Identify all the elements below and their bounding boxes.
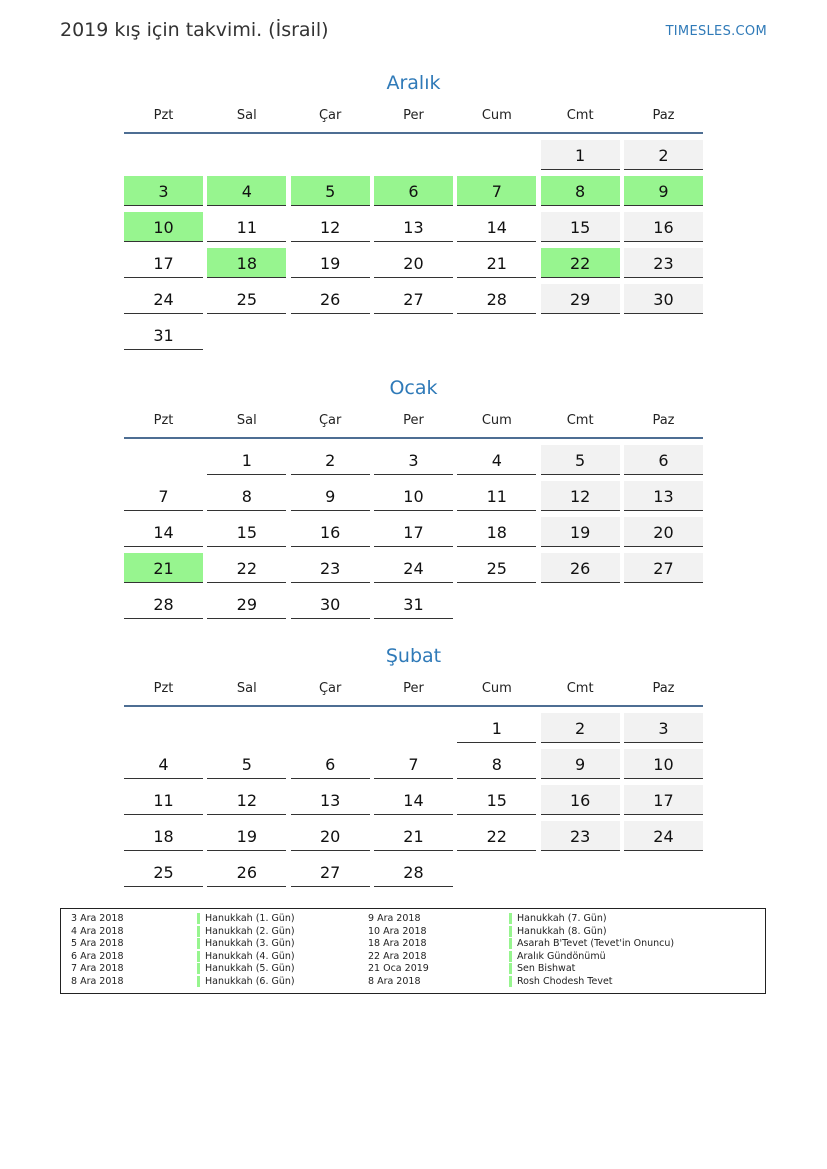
day-cell: 19 [291, 248, 370, 278]
day-cell: 8 [457, 749, 536, 779]
weekday-label: Paz [652, 413, 675, 428]
day-cell: 26 [541, 553, 620, 583]
day-cell: 4 [457, 445, 536, 475]
day-cell: 12 [207, 785, 286, 815]
empty-cell [457, 140, 536, 170]
day-cell: 23 [624, 248, 703, 278]
legend-date: 5 Ara 2018 [71, 938, 124, 950]
holiday-day-cell: 4 [207, 176, 286, 206]
legend-date: 4 Ara 2018 [71, 925, 124, 937]
empty-cell [291, 713, 370, 743]
legend-date: 8 Ara 2018 [71, 975, 124, 987]
day-cell: 23 [541, 821, 620, 851]
holiday-day-cell: 22 [541, 248, 620, 278]
day-cell: 17 [374, 517, 453, 547]
day-cell: 25 [207, 284, 286, 314]
weekday-label: Cmt [566, 413, 594, 428]
empty-cell [124, 445, 203, 475]
day-grid [124, 713, 703, 887]
day-cell: 10 [624, 749, 703, 779]
holiday-day-cell: 7 [457, 176, 536, 206]
empty-cell [124, 713, 203, 743]
day-cell: 3 [624, 713, 703, 743]
month-calendar [124, 373, 703, 619]
day-cell: 28 [374, 857, 453, 887]
day-cell: 11 [207, 212, 286, 242]
day-cell: 20 [374, 248, 453, 278]
day-cell: 4 [124, 749, 203, 779]
day-cell: 8 [207, 481, 286, 511]
day-cell: 11 [457, 481, 536, 511]
weekday-label: Çar [318, 681, 342, 696]
day-cell: 9 [291, 481, 370, 511]
legend-date: 6 Ara 2018 [71, 950, 124, 962]
holiday-day-cell: 5 [291, 176, 370, 206]
day-cell: 2 [291, 445, 370, 475]
weekday-label: Çar [318, 413, 342, 428]
legend-date: 18 Ara 2018 [368, 938, 427, 950]
holiday-day-cell: 9 [624, 176, 703, 206]
day-cell: 11 [124, 785, 203, 815]
day-cell: 20 [624, 517, 703, 547]
day-cell: 9 [541, 749, 620, 779]
weekday-label: Pzt [153, 108, 174, 123]
holiday-day-cell: 18 [207, 248, 286, 278]
weekday-label: Cmt [566, 108, 594, 123]
legend-holiday-name: Asarah B'Tevet (Tevet'in Onuncu) [509, 938, 674, 949]
empty-cell [374, 140, 453, 170]
day-cell: 24 [624, 821, 703, 851]
day-cell: 5 [541, 445, 620, 475]
holiday-day-cell: 21 [124, 553, 203, 583]
day-cell: 6 [624, 445, 703, 475]
holiday-day-cell: 6 [374, 176, 453, 206]
day-grid [124, 140, 703, 350]
day-grid [124, 445, 703, 619]
day-cell: 7 [124, 481, 203, 511]
empty-cell [124, 140, 203, 170]
legend-holiday-name: Hanukkah (6. Gün) [197, 976, 295, 987]
holiday-legend [60, 908, 766, 994]
day-cell: 22 [207, 553, 286, 583]
legend-holiday-name: Sen Bishwat [509, 963, 575, 974]
day-cell: 15 [207, 517, 286, 547]
day-cell: 31 [124, 320, 203, 350]
day-cell: 21 [457, 248, 536, 278]
weekday-label: Sal [236, 108, 257, 123]
weekday-label: Cum [481, 681, 512, 696]
holiday-day-cell: 10 [124, 212, 203, 242]
day-cell: 21 [374, 821, 453, 851]
weekday-label: Pzt [153, 681, 174, 696]
day-cell: 20 [291, 821, 370, 851]
day-cell: 24 [374, 553, 453, 583]
legend-holiday-name: Hanukkah (8. Gün) [509, 926, 607, 937]
weekday-header [124, 409, 703, 439]
day-cell: 13 [291, 785, 370, 815]
day-cell: 17 [124, 248, 203, 278]
day-cell: 12 [291, 212, 370, 242]
day-cell: 16 [291, 517, 370, 547]
weekday-label: Sal [236, 413, 257, 428]
day-cell: 28 [457, 284, 536, 314]
day-cell: 10 [374, 481, 453, 511]
day-cell: 25 [457, 553, 536, 583]
day-cell: 2 [541, 713, 620, 743]
day-cell: 17 [624, 785, 703, 815]
month-calendar [124, 641, 703, 887]
month-title: Şubat [385, 645, 442, 667]
day-cell: 15 [457, 785, 536, 815]
day-cell: 22 [457, 821, 536, 851]
weekday-label: Cum [481, 413, 512, 428]
legend-date: 10 Ara 2018 [368, 925, 427, 937]
day-cell: 14 [457, 212, 536, 242]
day-cell: 7 [374, 749, 453, 779]
legend-holiday-name: Hanukkah (3. Gün) [197, 938, 295, 949]
legend-right-names [509, 913, 674, 989]
month-title: Ocak [389, 377, 438, 399]
weekday-header [124, 677, 703, 707]
month-calendar [124, 68, 703, 350]
day-cell: 18 [457, 517, 536, 547]
day-cell: 13 [624, 481, 703, 511]
day-cell: 16 [624, 212, 703, 242]
legend-holiday-name: Hanukkah (4. Gün) [197, 951, 295, 962]
day-cell: 18 [124, 821, 203, 851]
day-cell: 27 [374, 284, 453, 314]
legend-left-names [197, 913, 295, 989]
empty-cell [207, 140, 286, 170]
day-cell: 26 [291, 284, 370, 314]
legend-holiday-name: Hanukkah (5. Gün) [197, 963, 295, 974]
legend-date: 3 Ara 2018 [71, 913, 124, 924]
weekday-label: Pzt [153, 413, 174, 428]
day-cell: 19 [207, 821, 286, 851]
day-cell: 23 [291, 553, 370, 583]
day-cell: 13 [374, 212, 453, 242]
legend-date: 7 Ara 2018 [71, 963, 124, 975]
day-cell: 27 [291, 857, 370, 887]
day-cell: 12 [541, 481, 620, 511]
day-cell: 28 [124, 589, 203, 619]
weekday-label: Per [403, 108, 424, 123]
day-cell: 1 [457, 713, 536, 743]
day-cell: 6 [291, 749, 370, 779]
day-cell: 3 [374, 445, 453, 475]
legend-holiday-name: Hanukkah (7. Gün) [509, 913, 607, 924]
legend-left-dates [71, 913, 124, 989]
legend-holiday-name: Aralık Gündönümü [509, 951, 606, 962]
day-cell: 29 [207, 589, 286, 619]
day-cell: 27 [624, 553, 703, 583]
weekday-label: Paz [652, 681, 675, 696]
day-cell: 24 [124, 284, 203, 314]
day-cell: 2 [624, 140, 703, 170]
weekday-label: Paz [652, 108, 675, 123]
weekday-label: Cmt [566, 681, 594, 696]
day-cell: 29 [541, 284, 620, 314]
empty-cell [207, 713, 286, 743]
day-cell: 31 [374, 589, 453, 619]
legend-right-dates [368, 913, 429, 989]
legend-holiday-name: Rosh Chodesh Tevet [509, 976, 613, 987]
weekday-header [124, 104, 703, 134]
legend-date: 8 Ara 2018 [368, 975, 421, 987]
day-cell: 14 [124, 517, 203, 547]
month-title: Aralık [386, 72, 441, 94]
day-cell: 16 [541, 785, 620, 815]
day-cell: 30 [291, 589, 370, 619]
day-cell: 1 [541, 140, 620, 170]
weekday-label: Çar [318, 108, 342, 123]
day-cell: 26 [207, 857, 286, 887]
day-cell: 14 [374, 785, 453, 815]
day-cell: 19 [541, 517, 620, 547]
legend-date: 21 Oca 2019 [368, 963, 429, 975]
legend-holiday-name: Hanukkah (1. Gün) [197, 913, 295, 924]
holiday-day-cell: 3 [124, 176, 203, 206]
legend-date: 22 Ara 2018 [368, 950, 427, 962]
weekday-label: Per [403, 413, 424, 428]
site-link[interactable]: TIMESLES.COM [665, 24, 767, 39]
day-cell: 1 [207, 445, 286, 475]
legend-holiday-name: Hanukkah (2. Gün) [197, 926, 295, 937]
empty-cell [291, 140, 370, 170]
page-title: 2019 kış için takvimi. (İsrail) [60, 19, 329, 41]
weekday-label: Per [403, 681, 424, 696]
day-cell: 5 [207, 749, 286, 779]
day-cell: 25 [124, 857, 203, 887]
empty-cell [374, 713, 453, 743]
day-cell: 15 [541, 212, 620, 242]
legend-date: 9 Ara 2018 [368, 913, 421, 924]
day-cell: 30 [624, 284, 703, 314]
holiday-day-cell: 8 [541, 176, 620, 206]
weekday-label: Cum [481, 108, 512, 123]
weekday-label: Sal [236, 681, 257, 696]
